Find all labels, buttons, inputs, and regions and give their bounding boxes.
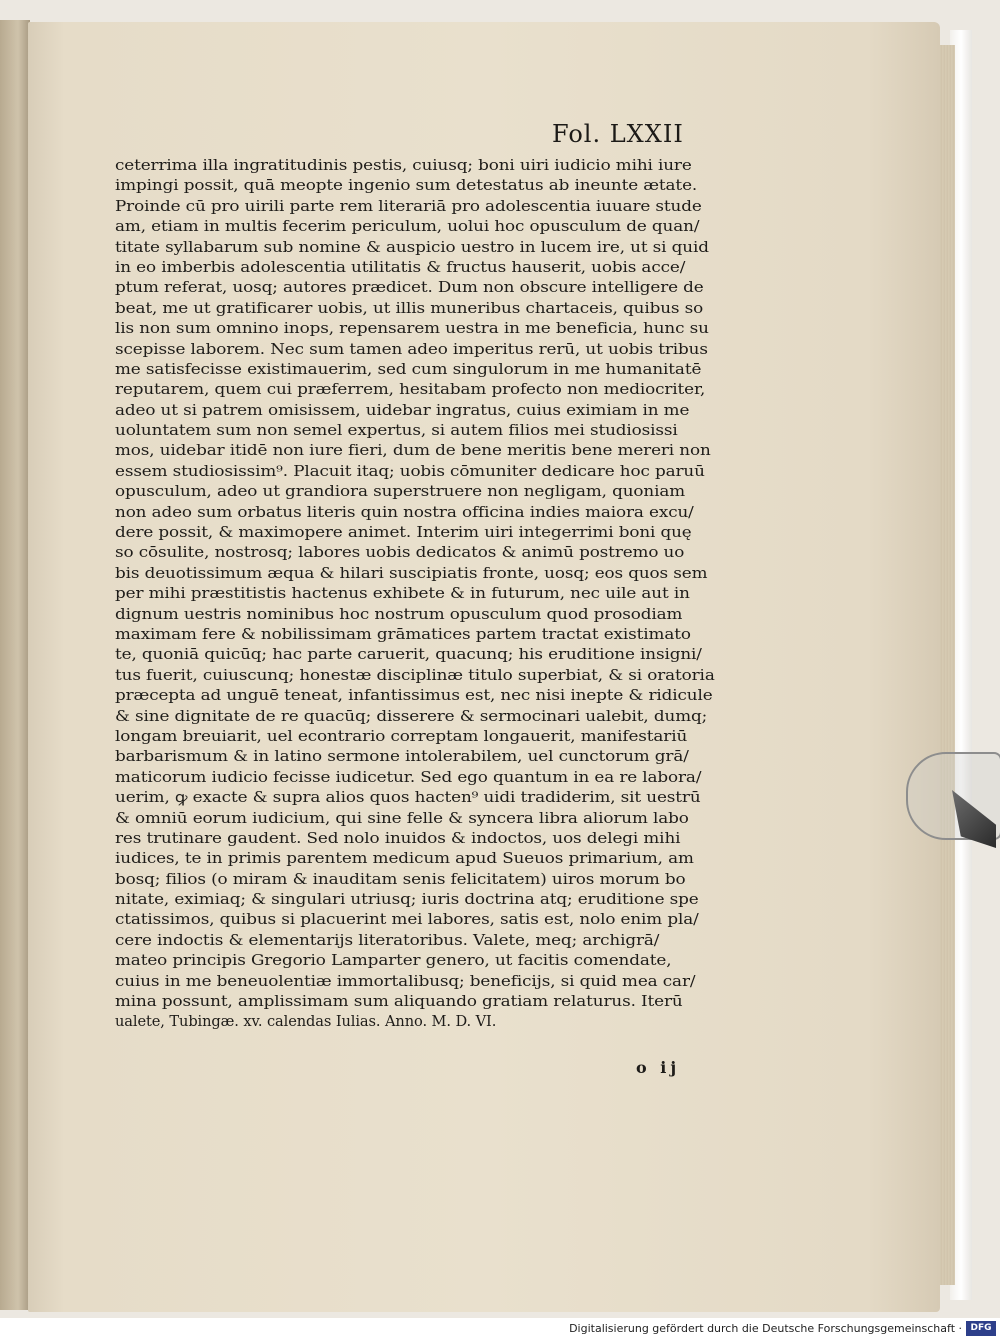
footer-credit: Digitalisierung gefördert durch die Deutsche Forschungsgemeinschaft · bbox=[569, 1322, 962, 1335]
signature-mark: o ij bbox=[636, 1058, 681, 1077]
text-line: scepisse laborem. Nec sum tamen adeo imperitus rerū, ut uobis tribus bbox=[115, 340, 708, 358]
text-line: te, quoniā quicūq; hac parte caruerit, quacunq; his eruditione insigni/ bbox=[115, 646, 702, 664]
text-line: ualete, Tubingæ. xv. calendas Iulias. Anno. M. D. VI. bbox=[115, 1013, 497, 1031]
text-line: mateo principis Gregorio Lamparter genero, ut facitis comendate, bbox=[115, 952, 672, 970]
text-line: uerim, ꝙ exacte & supra alios quos hacten⁹ uidi tradiderim, sit uestrū bbox=[115, 789, 701, 807]
text-line: ctatissimos, quibus si placuerint mei labores, satis est, nolo enim pla/ bbox=[115, 911, 699, 929]
text-line: so cōsulite, nostrosq; labores uobis dedicatos & animū postremo uo bbox=[115, 544, 685, 562]
text-line: adeo ut si patrem omisissem, uidebar ingratus, cuius eximiam in me bbox=[115, 401, 690, 419]
text-line: bosq; filios (o miram & inauditam senis felicitatem) uiros morum bo bbox=[115, 870, 686, 888]
text-line: dere possit, & maximopere animet. Interim uiri integerrimi boni quę bbox=[115, 524, 692, 542]
text-line: per mihi præstitistis hactenus exhibete & in futurum, nec uile aut in bbox=[115, 585, 690, 603]
text-line: nitate, eximiaq; & singulari utriusq; iuris doctrina atq; eruditione spe bbox=[115, 891, 699, 909]
text-line: & omniū eorum iudicium, qui sine felle & syncera libra aliorum labo bbox=[115, 809, 689, 827]
text-line: longam breuiarit, uel econtrario correptam longauerit, manifestariū bbox=[115, 727, 688, 745]
text-line: barbarismum & in latino sermone intolerabilem, uel cunctorum grā/ bbox=[115, 748, 689, 766]
text-line: impingi possit, quā meopte ingenio sum detestatus ab ineunte ætate. bbox=[115, 177, 698, 195]
text-line: tus fuerit, cuiuscunq; honestæ disciplinæ titulo superbiat, & si oratoria bbox=[115, 666, 715, 684]
text-line: am, etiam in multis fecerim periculum, uolui hoc opusculum de quan/ bbox=[115, 218, 700, 236]
text-line: essem studiosissim⁹. Placuit itaq; uobis cōmuniter dedicare hoc paruū bbox=[115, 462, 705, 480]
text-line: bis deuotissimum æqua & hilari suscipiatis fronte, uosq; eos quos sem bbox=[115, 564, 708, 582]
text-line: lis non sum omnino inops, repensarem uestra in me beneficia, hunc su bbox=[115, 320, 709, 338]
text-line: dignum uestris nominibus hoc nostrum opusculum quod prosodiam bbox=[115, 605, 683, 623]
text-line: præcepta ad unguē teneat, infantissimus est, nec nisi inepte & ridicule bbox=[115, 687, 713, 705]
text-line: ceterrima illa ingratitudinis pestis, cuiusq; boni uiri iudicio mihi iure bbox=[115, 157, 692, 174]
left-page-edge bbox=[0, 20, 30, 1310]
text-line: mina possunt, amplissimam sum aliquando gratiam relaturus. Iterū bbox=[115, 993, 683, 1011]
text-line: titate syllabarum sub nomine & auspicio uestro in lucem ire, ut si quid bbox=[115, 238, 709, 256]
text-line: beat, me ut gratificarer uobis, ut illis muneribus chartaceis, quibus so bbox=[115, 299, 704, 317]
text-line: in eo imberbis adolescentia utilitatis & fructus hauserit, uobis acce/ bbox=[115, 258, 686, 276]
text-line: maticorum iudicio fecisse iudicetur. Sed ego quantum in ea re labora/ bbox=[115, 768, 702, 786]
text-line: maximam fere & nobilissimam grāmatices partem tractat existimato bbox=[115, 625, 691, 643]
text-line: & sine dignitate de re quacūq; disserere & sermocinari ualebit, dumq; bbox=[115, 707, 708, 725]
main-text-block bbox=[115, 156, 755, 1033]
text-line: reputarem, quem cui præferrem, hesitabam profecto non mediocriter, bbox=[115, 381, 706, 399]
text-line: iudices, te in primis parentem medicum apud Sueuos primarium, am bbox=[115, 850, 694, 868]
text-line: me satisfecisse existimauerim, sed cum singulorum in me humanitatē bbox=[115, 360, 702, 378]
text-line: non adeo sum orbatus literis quin nostra officina indies maiora excu/ bbox=[115, 503, 694, 521]
folio-number: Fol. LXXII bbox=[552, 120, 684, 148]
text-line: uoluntatem sum non semel expertus, si autem filios mei studiosissi bbox=[115, 422, 678, 440]
footer-bar bbox=[0, 1318, 1000, 1340]
dfg-logo: DFG bbox=[966, 1321, 996, 1336]
text-line: Proinde cū pro uirili parte rem literariā pro adolescentia iuuare stude bbox=[115, 197, 702, 215]
text-line: cuius in me beneuolentiæ immortalibusq; beneficijs, si quid mea car/ bbox=[115, 972, 696, 990]
text-line: mos, uidebar itidē non iure fieri, dum de bene meritis bene mereri non bbox=[115, 442, 711, 460]
text-line: res trutinare gaudent. Sed nolo inuidos & indoctos, uos delegi mihi bbox=[115, 829, 681, 847]
text-line: ptum referat, uosq; autores prædicet. Dum non obscure intelligere de bbox=[115, 279, 704, 297]
text-line: opusculum, adeo ut grandiora superstruere non negligam, quoniam bbox=[115, 483, 686, 501]
text-line: cere indoctis & elementarijs literatoribus. Valete, meq; archigrā/ bbox=[115, 931, 660, 949]
